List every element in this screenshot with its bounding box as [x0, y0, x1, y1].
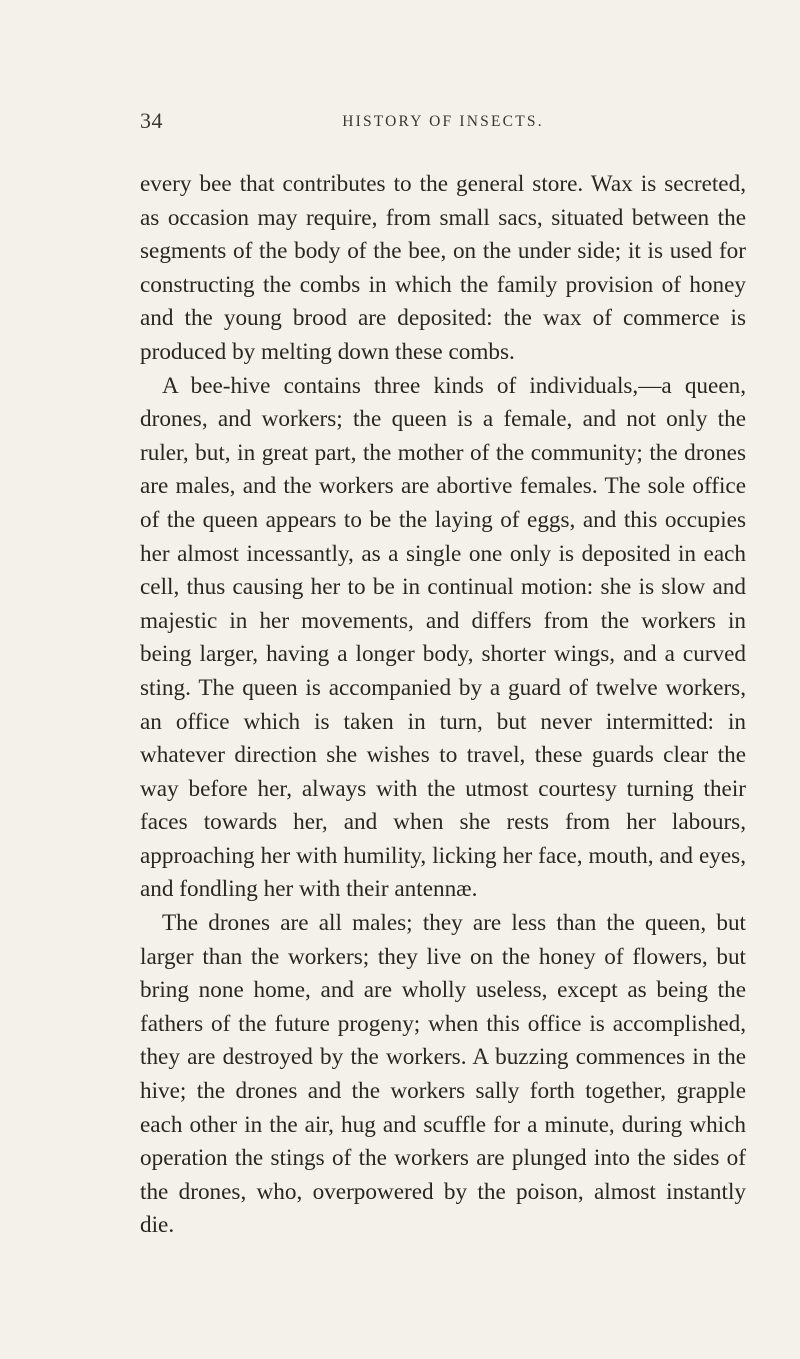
- page-number: 34: [140, 108, 163, 133]
- page-header: [140, 108, 746, 148]
- paragraph-wax: every bee that contributes to the general store. Wax is secreted, as occasion may require, from small sacs, situated between the segments of the body of the bee, on the under side; it is used for constructing the combs in which the family provision of honey and the young brood are deposited: the wax of commerce is produced by melting down these combs.: [140, 171, 746, 365]
- running-title: HISTORY OF INSECTS.: [342, 113, 544, 130]
- paragraph-bee-hive: A bee-hive contains three kinds of individuals,—a queen, drones, and workers; the queen is a female, and not only the ruler, but, in great part, the mother of the community; the drones are males, and the workers are abortive females. The sole office of the queen appears to be the laying of eggs, and this occupies her almost incessantly, as a single one only is deposited in each cell, thus causing her to be in continual motion: she is slow and majestic in her movements, and differs from the workers in being larger, having a longer body, shorter wings, and a curved sting. The queen is accompanied by a guard of twelve workers, an office which is taken in turn, but never intermitted: in whatever direction she wishes to travel, these guards clear the way before her, always with the utmost courtesy turning their faces towards her, and when she rests from her labours, approaching her with humility, licking her face, mouth, and eyes, and fondling her with their antennæ.: [140, 372, 746, 903]
- body-text: [140, 168, 746, 1243]
- paragraph-drones: The drones are all males; they are less than the queen, but larger than the workers; they live on the honey of flowers, but bring none home, and are wholly useless, except as being the fathers of the future progeny; when this office is accomplished, they are destroyed by the workers. A buzzing commences in the hive; the drones and the workers sally forth together, grapple each other in the air, hug and scuffle for a minute, during which operation the stings of the workers are plunged into the sides of the drones, who, overpowered by the poison, almost instantly die.: [140, 910, 746, 1239]
